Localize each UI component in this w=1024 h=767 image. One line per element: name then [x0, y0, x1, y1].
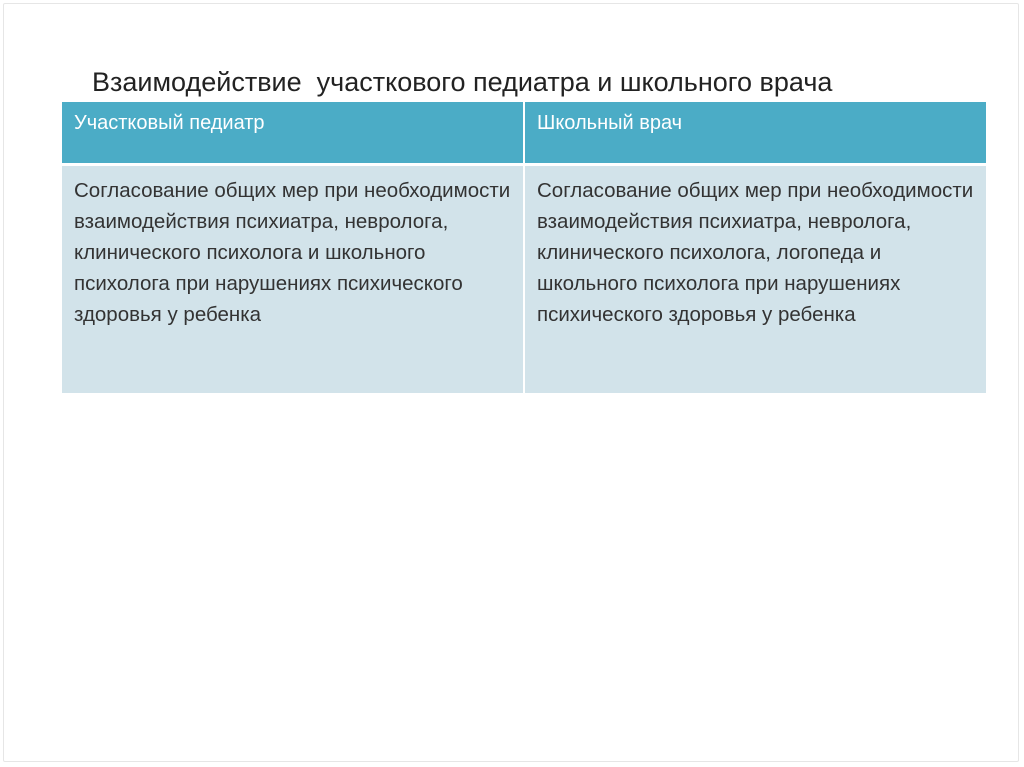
comparison-table — [62, 102, 986, 393]
header-pediatrician: Участковый педиатр — [62, 102, 524, 164]
cell-school-doctor-duties: Cогласование общих мер при необходимости взаимодействия психиатра, невролога, клинического психолога, логопеда и школьного психолога при нарушениях психического здоровья у ребенка — [524, 164, 986, 393]
header-school-doctor: Школьный врач — [524, 102, 986, 164]
table-header-row — [62, 102, 986, 164]
slide — [3, 3, 1019, 762]
slide-title: Взаимодействие участкового педиатра и школьного врача — [92, 67, 833, 97]
cell-pediatrician-duties: Согласование общих мер при необходимости взаимодействия психиатра, невролога, клинического психолога и школьного психолога при нарушениях психического здоровья у ребенка — [62, 164, 524, 393]
table-row — [62, 164, 986, 393]
